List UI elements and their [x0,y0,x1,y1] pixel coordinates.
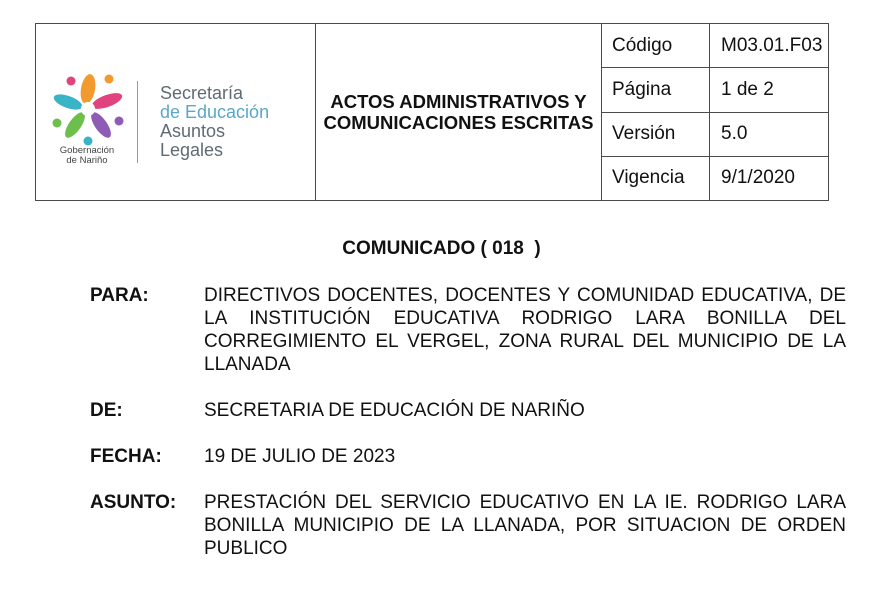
logo-gov-line2: de Nariño [66,155,108,166]
document-title: ACTOS ADMINISTRATIVOS Y COMUNICACIONES ESCRITAS [323,91,594,133]
document-header-table [35,23,829,201]
para-value: DIRECTIVOS DOCENTES, DOCENTES Y COMUNIDAD EDUCATIVA, DE LA INSTITUCIÓN EDUCATIVA RODRIGO LARA BONILLA DEL CORREGIMIENTO EL VERGEL, ZONA RURAL DEL MUNICIPIO DE LA LLANADA [204,285,846,375]
meta-label-vigencia: Vigencia [602,156,710,200]
logo-gov-line1: Gobernación [59,145,115,156]
logo-wordmark [160,84,269,160]
para-label: PARA: [90,285,149,306]
logo-line1: Secretaría [160,83,244,103]
de-label: DE: [90,400,123,421]
asunto-value: PRESTACIÓN DEL SERVICIO EDUCATIVO EN LA IE. RODRIGO LARA BONILLA MUNICIPIO DE LA LLANADA, POR SITUACION DE ORDEN PUBLICO [204,492,846,559]
logo [36,24,315,200]
logo-divider [137,81,138,163]
meta-label-codigo: Código [602,24,710,68]
gobernacion-star-logo-icon [49,69,127,147]
fecha-value: 19 DE JULIO DE 2023 [204,446,396,467]
logo-line2: de Educación [160,102,270,122]
comunicado-heading: COMUNICADO ( 018 ) [342,238,541,259]
meta-value-pagina: 1 de 2 [710,68,829,112]
meta-label-pagina: Página [602,68,710,112]
fecha-label: FECHA: [90,446,162,467]
asunto-label: ASUNTO: [90,492,177,513]
de-value: SECRETARIA DE EDUCACIÓN DE NARIÑO [204,400,585,421]
meta-value-version: 5.0 [710,112,829,156]
meta-value-vigencia: 9/1/2020 [710,156,829,200]
logo-cell [36,24,316,201]
meta-label-version: Versión [602,112,710,156]
logo-line4: Legales [160,140,224,160]
logo-line3: Asuntos [160,121,226,141]
document-title-cell [316,24,602,201]
logo-gobernacion-caption [48,146,126,166]
meta-value-codigo: M03.01.F03 [710,24,829,68]
